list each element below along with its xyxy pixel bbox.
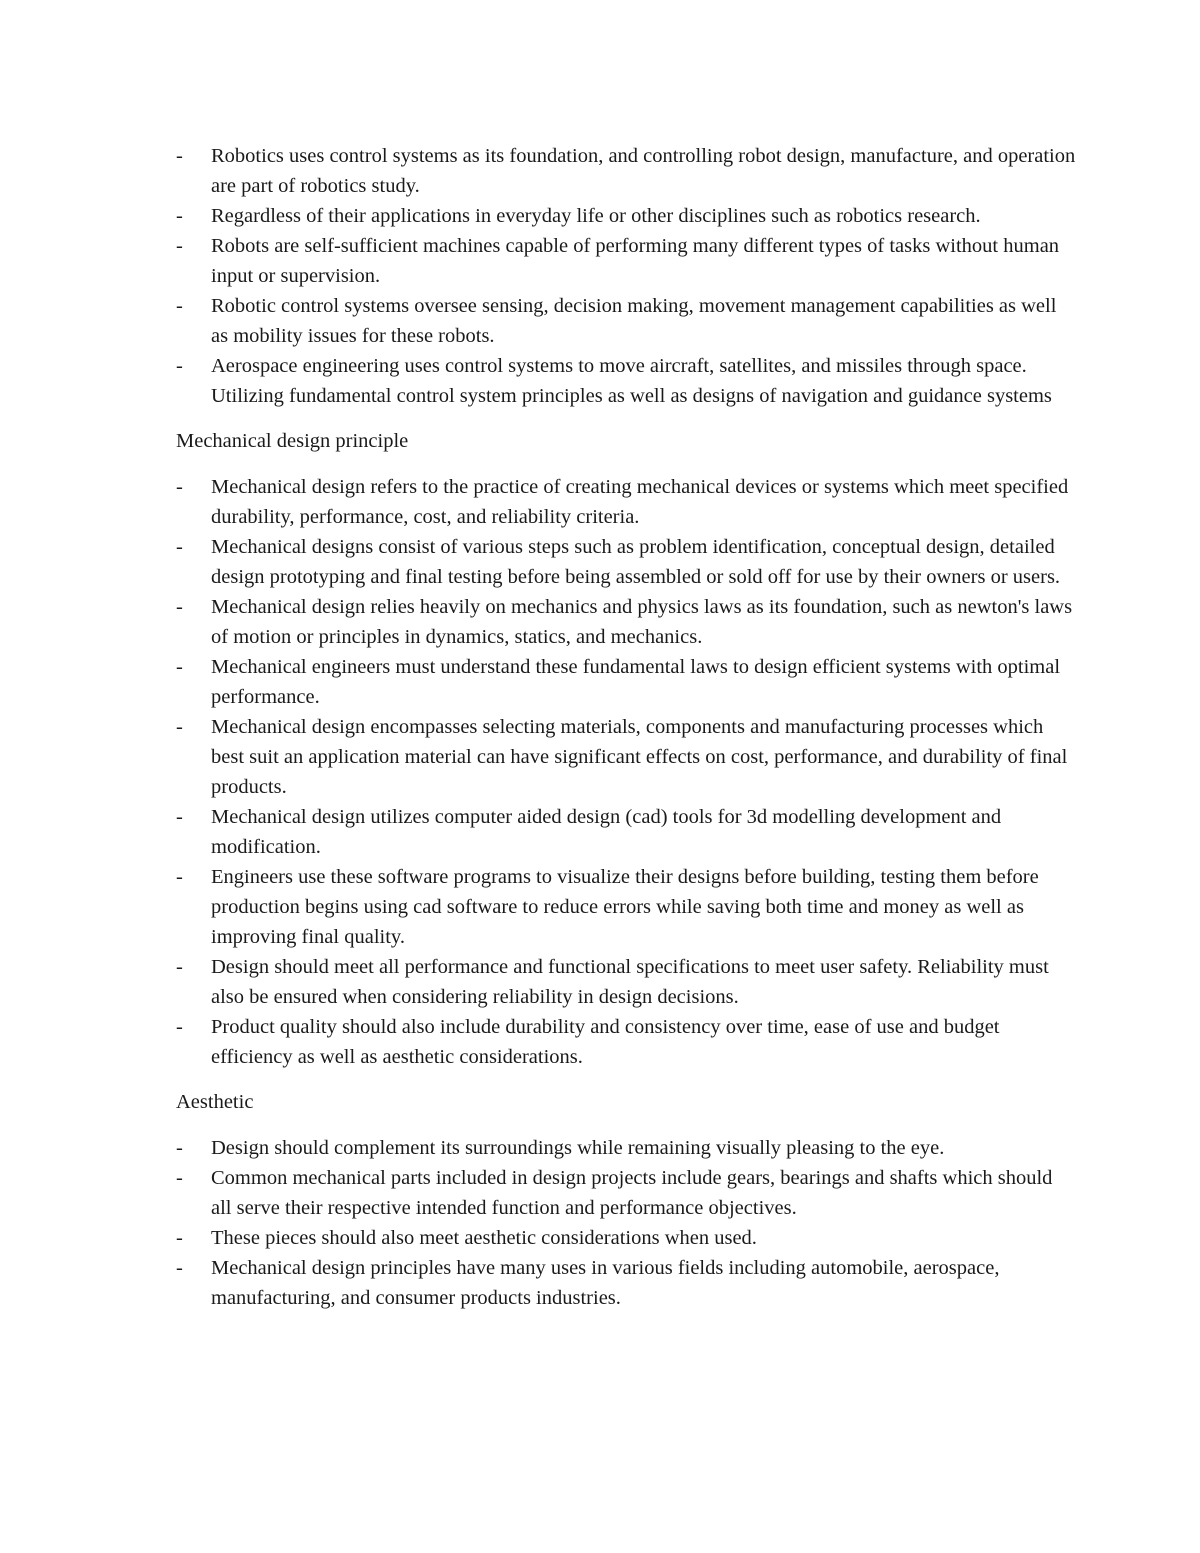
list-item — [176, 652, 1076, 712]
list-item-text: Design should complement its surroundings while remaining visually pleasing to the eye. — [211, 1137, 945, 1159]
dash-marker: - — [176, 806, 183, 828]
list-item — [176, 862, 1076, 952]
bullet-list-aesthetic — [176, 1133, 1076, 1313]
dash-marker: - — [176, 956, 183, 978]
list-item — [176, 712, 1076, 802]
bullet-list-robotics — [176, 141, 1076, 411]
list-item-text: Mechanical design refers to the practice of creating mechanical devices or systems which meet specified durability, performance, cost, and reliability criteria. — [211, 476, 1069, 528]
list-item-text: Mechanical design utilizes computer aided design (cad) tools for 3d modelling development and modification. — [211, 806, 1002, 858]
dash-marker: - — [176, 1167, 183, 1189]
dash-marker: - — [176, 596, 183, 618]
list-item — [176, 291, 1076, 351]
dash-marker: - — [176, 1016, 183, 1038]
list-item-text: Common mechanical parts included in design projects include gears, bearings and shafts which should all serve their respective intended function and performance objectives. — [211, 1167, 1053, 1219]
list-item-text: Robotics uses control systems as its foundation, and controlling robot design, manufacture, and operation are part of robotics study. — [211, 145, 1076, 197]
dash-marker: - — [176, 355, 183, 377]
list-item-text: Mechanical design encompasses selecting materials, components and manufacturing processes which best suit an application material can have significant effects on cost, performance, and durability of final products. — [211, 716, 1068, 798]
dash-marker: - — [176, 205, 183, 227]
list-item-text: Robots are self-sufficient machines capable of performing many different types of tasks without human input or supervision. — [211, 235, 1060, 287]
list-item-text: Mechanical design principles have many uses in various fields including automobile, aerospace, manufacturing, and consumer products industries. — [211, 1257, 1000, 1309]
list-item — [176, 231, 1076, 291]
list-item — [176, 532, 1076, 592]
list-item-text: Robotic control systems oversee sensing, decision making, movement management capabilities as well as mobility issues for these robots. — [211, 295, 1057, 347]
dash-marker: - — [176, 476, 183, 498]
list-item-text: These pieces should also meet aesthetic considerations when used. — [211, 1227, 757, 1249]
document-body — [176, 141, 1076, 1313]
list-item — [176, 1133, 1076, 1163]
dash-marker: - — [176, 656, 183, 678]
dash-marker: - — [176, 295, 183, 317]
list-item — [176, 201, 1076, 231]
list-item-text: Mechanical designs consist of various steps such as problem identification, conceptual design, detailed design prototyping and final testing before being assembled or sold off for use by their owners or users. — [211, 536, 1061, 588]
list-item-text: Mechanical engineers must understand these fundamental laws to design efficient systems with optimal performance. — [211, 656, 1061, 708]
list-item-text: Design should meet all performance and functional specifications to meet user safety. Reliability must also be ensured when considering reliability in design decisions. — [211, 956, 1049, 1008]
section-heading-mechanical-design: Mechanical design principle — [176, 430, 409, 452]
bullet-list-mechanical-design — [176, 472, 1076, 1072]
dash-marker: - — [176, 1257, 183, 1279]
list-item — [176, 952, 1076, 1012]
dash-marker: - — [176, 145, 183, 167]
dash-marker: - — [176, 866, 183, 888]
list-item — [176, 1223, 1076, 1253]
list-item-text: Engineers use these software programs to visualize their designs before building, testing them before production begins using cad software to reduce errors while saving both time and money as well as improving final quality. — [211, 866, 1039, 948]
list-item — [176, 472, 1076, 532]
list-item — [176, 1253, 1076, 1313]
list-item-text: Regardless of their applications in everyday life or other disciplines such as robotics research. — [211, 205, 981, 227]
list-item-text: Product quality should also include durability and consistency over time, ease of use and budget efficiency as well as aesthetic considerations. — [211, 1016, 1000, 1068]
list-item-text: Mechanical design relies heavily on mechanics and physics laws as its foundation, such as newton's laws of motion or principles in dynamics, statics, and mechanics. — [211, 596, 1073, 648]
dash-marker: - — [176, 716, 183, 738]
list-item — [176, 351, 1076, 411]
dash-marker: - — [176, 1137, 183, 1159]
dash-marker: - — [176, 1227, 183, 1249]
list-item — [176, 1012, 1076, 1072]
dash-marker: - — [176, 536, 183, 558]
list-item-text: Aerospace engineering uses control systems to move aircraft, satellites, and missiles through space. Utilizing fundamental control system principles as well as designs of navigation and guidance systems — [211, 355, 1052, 407]
section-heading-aesthetic: Aesthetic — [176, 1091, 254, 1113]
list-item — [176, 141, 1076, 201]
list-item — [176, 802, 1076, 862]
list-item — [176, 592, 1076, 652]
dash-marker: - — [176, 235, 183, 257]
list-item — [176, 1163, 1076, 1223]
